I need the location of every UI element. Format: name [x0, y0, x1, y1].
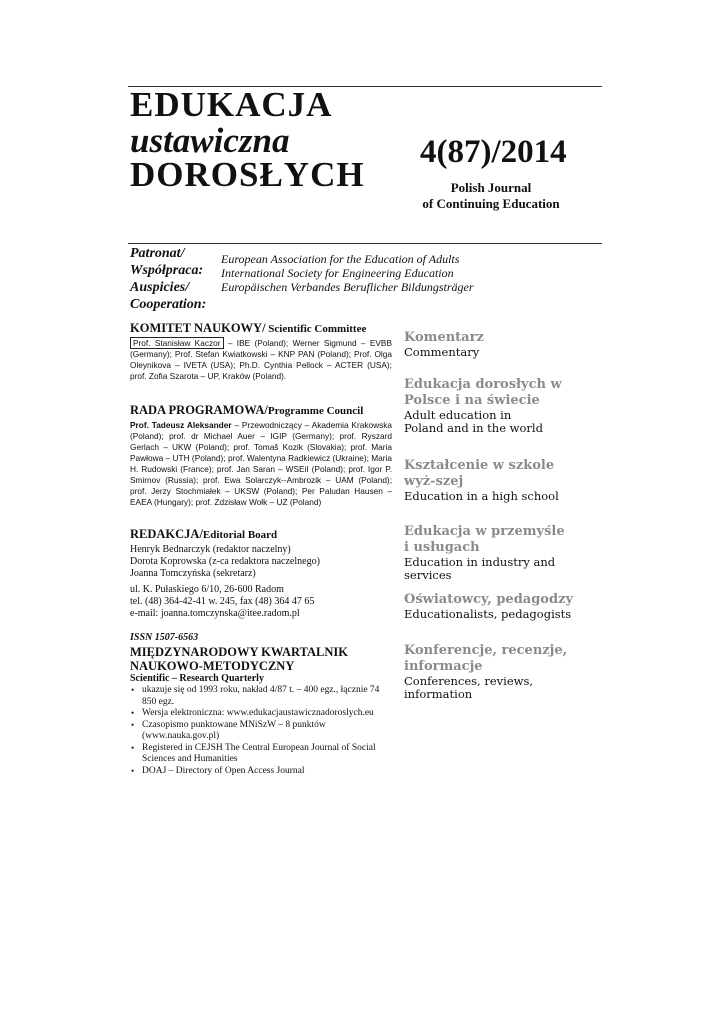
section-title [130, 527, 392, 543]
patron-org: International Society for Engineering Education [221, 266, 454, 280]
journal-name-line-1: MIĘDZYNARODOWY KWARTALNIK [130, 645, 348, 659]
journal-subtitle [380, 180, 602, 212]
members-text: – Przewodniczący – Akademia Krakowska (Poland); prof. dr Michael Auer – IGIP (Germany); prof. Ryszard Gerlach – UKW (Poland); prof. Tomaš Kozik (Slovakia); prof. Maria Pawłowa – UTH (Poland); prof. Walentyna Radkiewicz (Ukraine); Maria H. Rudowski (France); prof. Jan Saran – WSEiI (Poland); prof. Igor P. Smirnov (Russia); prof. Ewa Solarczyk--Ambrozik – UAM (Poland); prof. Jerzy Stochmiałek – UKSW (Poland); Per Paludan Hausen – EAEA (Hungary); prof. Zdzisław Wołk – UZ (Poland) [130, 420, 392, 507]
toc-item-educationalists [404, 592, 604, 621]
members-text: – IBE (Poland); Werner Sigmund – EVBB (Germany); Prof. Stefan Kwiatkowski – KNP PAN (Poland); Prof. Olga Oleynikova – IVETA (USA); Ph.D. Cynthia Pellock – ACTER (USA); prof. Zofia Szarota – UP, Kraków (Poland). [130, 338, 392, 381]
subtitle-line-1: Polish Journal [450, 180, 532, 195]
toc-heading: Konferencje, recenzje, informacje [404, 643, 568, 674]
patron-org: Europäischen Verbandes Beruflicher Bildungsträger [221, 280, 474, 294]
toc-item-commentary [404, 330, 604, 359]
subtitle-line-2: of Continuing Education [422, 196, 560, 211]
list-item: • Czasopismo punktowane MNiSzW – 8 punktów (www.nauka.gov.pl) [142, 720, 392, 743]
list-item: • Registered in CEJSH The Central European Journal of Social Sciences and Humanities [142, 743, 392, 766]
patronage-label: Cooperation: [130, 297, 207, 312]
committee-members [130, 338, 392, 382]
contact-info [130, 584, 392, 620]
scientific-committee [130, 321, 392, 382]
toc-subheading: Conferences, reviews, information [404, 674, 534, 701]
staff-member: Joanna Tomczyńska (sekretarz) [130, 568, 256, 579]
toc-heading: Oświatowcy, pedagodzy [404, 592, 573, 607]
toc-subheading: Education in a high school [404, 489, 559, 503]
highlighted-name: Prof. Stanisław Kaczor [130, 337, 224, 349]
toc-subheading: Education in industry and services [404, 555, 556, 582]
email: e-mail: joanna.tomczynska@itee.radom.pl [130, 608, 300, 619]
title-pl: RADA PROGRAMOWA/ [130, 403, 268, 417]
patronage-labels [130, 245, 206, 313]
council-chair: Prof. Tadeusz Aleksander [130, 420, 232, 430]
staff-member: Dorota Koprowska (z-ca redaktora naczelnego) [130, 556, 320, 567]
toc-heading: Edukacja dorosłych w Polsce i na świecie [404, 377, 562, 408]
patron-org: European Association for the Education of Adults [221, 252, 460, 266]
toc-heading: Edukacja w przemyśle i usługach [404, 524, 565, 555]
council-members [130, 420, 392, 508]
staff-member: Henryk Bednarczyk (redaktor naczelny) [130, 544, 291, 555]
toc-subheading: Educationalists, pedagogists [404, 607, 572, 621]
patronage-orgs [221, 252, 474, 294]
phone: tel. (48) 364-42-41 w. 245, fax (48) 364 47 65 [130, 596, 315, 607]
toc-heading: Komentarz [404, 330, 484, 345]
title-pl: REDAKCJA/ [130, 527, 203, 541]
list-item: • DOAJ – Directory of Open Access Journal [142, 766, 392, 778]
issue-number: 4(87)/2014 [420, 134, 567, 170]
list-item: • ukazuje się od 1993 roku, nakład 4/87 t. – 400 egz., łącznie 74 850 egz. [142, 685, 392, 708]
journal-type: Scientific – Research Quarterly [130, 673, 264, 684]
section-title [130, 321, 392, 337]
toc-heading: Kształcenie w szkole wyż-szej [404, 458, 555, 489]
masthead-rule [128, 243, 602, 244]
editorial-staff [130, 544, 392, 580]
title-line-3: DOROSŁYCH [130, 155, 365, 194]
toc-subheading: Adult education in Poland and in the world [404, 408, 543, 435]
patronage-label: Patronat/ [130, 246, 185, 261]
section-title [130, 403, 392, 419]
toc-item-conferences [404, 643, 604, 701]
title-line-2: ustawiczna [130, 121, 290, 160]
title-pl: KOMITET NAUKOWY/ [130, 321, 266, 335]
patronage-label: Auspicies/ [130, 280, 190, 295]
journal-name-line-2: NAUKOWO-METODYCZNY [130, 659, 295, 673]
programme-council [130, 403, 392, 508]
editorial-board [130, 527, 392, 620]
patronage-label: Współpraca: [130, 263, 204, 278]
toc-subheading: Commentary [404, 345, 480, 359]
issn: ISSN 1507-6563 [130, 632, 199, 643]
toc-item-higher-education [404, 458, 589, 503]
toc-item-adult-education [404, 377, 599, 435]
title-en: Programme Council [267, 405, 364, 417]
address: ul. K. Pułaskiego 6/10, 26-600 Radom [130, 584, 284, 595]
title-en: Editorial Board [202, 529, 278, 541]
toc-item-industry [404, 524, 594, 582]
list-item: • Wersja elektroniczna: www.edukacjaustawicznadoroslych.eu [142, 708, 392, 720]
info-list [130, 685, 392, 777]
title-line-1: EDUKACJA [130, 85, 333, 124]
title-en: Scientific Committee [265, 323, 367, 335]
journal-info [130, 632, 392, 777]
